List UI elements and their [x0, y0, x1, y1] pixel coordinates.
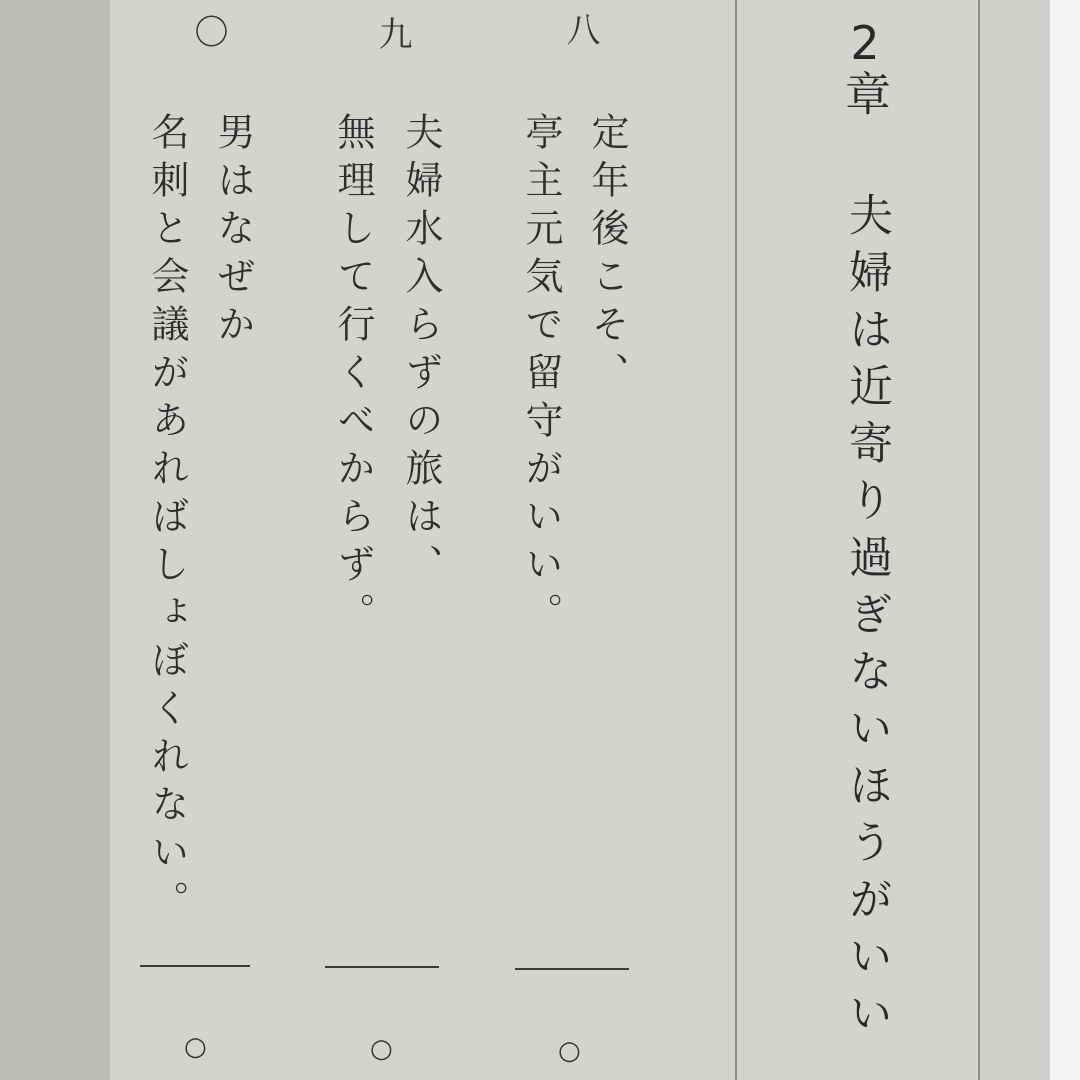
item-10-line-1: 男はなぜか: [211, 112, 255, 352]
item-10-bottom-marker: ○: [184, 1032, 207, 1062]
item-number-8: 八: [560, 12, 600, 46]
item-8-bottom-marker: ○: [558, 1036, 581, 1066]
item-number-9: 九: [372, 16, 412, 50]
page-edge: [1050, 0, 1080, 1080]
page-gutter-line: [978, 0, 980, 1080]
item-8-line-1: 定年後こそ、: [585, 112, 629, 400]
item-8-line-2: 亭主元気で留守がいい。: [519, 112, 563, 640]
chapter-title: 夫婦は近寄り過ぎないほうがいい: [841, 192, 892, 1047]
item-9-bottom-marker: ○: [370, 1034, 393, 1064]
facing-page-strip: [980, 0, 1050, 1080]
item-9-line-2: 無理して行くべからず。: [331, 112, 375, 640]
chapter-number: 2章: [838, 16, 892, 116]
item-9-divider: [325, 966, 439, 968]
chapter-divider-line: [735, 0, 737, 1080]
item-9-line-1: 夫婦水入らずの旅は、: [399, 112, 443, 592]
item-number-10: 〇: [188, 14, 228, 48]
item-10-divider: [140, 965, 250, 967]
item-8-divider: [515, 968, 629, 970]
item-10-line-2: 名刺と会議があればしょぼくれない。: [145, 112, 189, 928]
